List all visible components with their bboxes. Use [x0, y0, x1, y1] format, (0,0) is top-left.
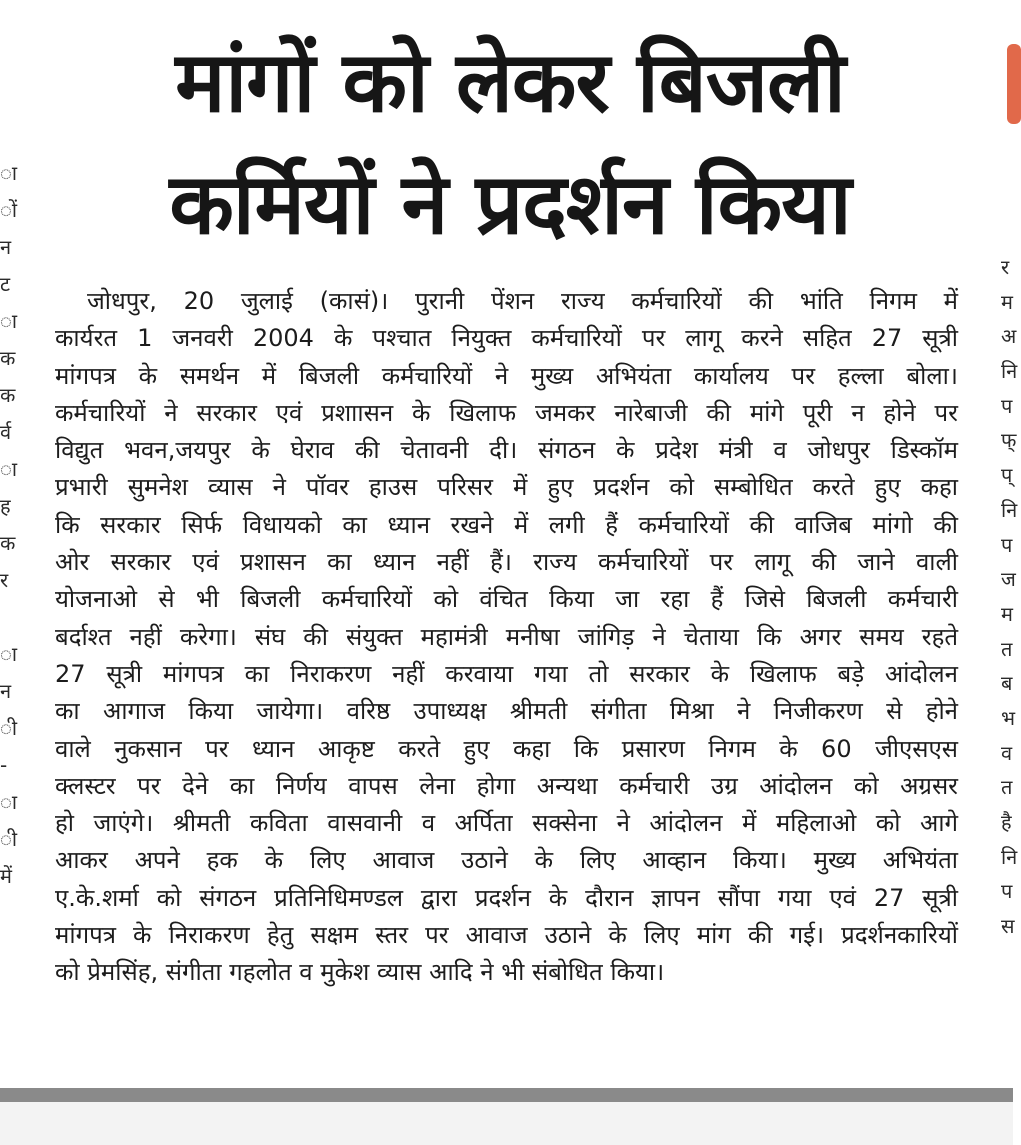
left-column-fragment: ा	[0, 457, 18, 481]
article-line: आकर अपने हक के लिए आवाज उठाने के लिए आव्हान किया। मुख्य अभियंता	[55, 846, 958, 875]
right-column-fragment: फ्	[1001, 428, 1017, 453]
adjacent-right-column-fragment	[1001, 250, 1018, 944]
left-column-fragment: ी	[0, 716, 18, 740]
right-column-fragment: भ	[1001, 705, 1016, 730]
left-column-fragment: न	[0, 679, 12, 703]
article-body	[55, 283, 958, 992]
article-line: वाले नुकसान पर ध्यान आकृष्ट करते हुए कहा कि प्रसारण निगम के 60 जीएसएस	[55, 734, 958, 763]
right-column-fragment: स	[1001, 914, 1015, 939]
left-column-fragment: क	[0, 531, 16, 555]
right-column-fragment: र	[1001, 255, 1010, 279]
left-column-fragment: -	[0, 753, 8, 777]
adjacent-column-accent-tab	[1007, 44, 1021, 124]
article-line: क्लस्टर पर देने का निर्णय वापस लेना होगा अन्यथा कर्मचारी उग्र आंदोलन को अग्रसर	[55, 771, 958, 800]
left-column-fragment: ा	[0, 309, 18, 333]
right-column-fragment: नि	[1001, 844, 1018, 869]
right-column-fragment: त	[1001, 636, 1013, 661]
left-column-fragment: ट	[0, 272, 11, 296]
left-column-fragment: ा	[0, 161, 18, 185]
left-column-fragment: ह	[0, 494, 11, 518]
right-column-fragment: प	[1001, 532, 1013, 557]
article-line: ओर सरकार एवं प्रशासन का ध्यान नहीं हैं। राज्य कर्मचारियों पर लागू की जाने वाली	[55, 548, 958, 577]
article-line: को प्रेमसिंह, संगीता गहलोत व मुकेश व्यास आदि ने भी संबोधित किया।	[55, 958, 665, 987]
article-line: मांगपत्र के निराकरण हेतु सक्षम स्तर पर आवाज उठाने के लिए मांग की गई। प्रदर्शनकारियों	[55, 921, 958, 950]
article-line: का आगाज किया जायेगा। वरिष्ठ उपाध्यक्ष श्रीमती संगीता मिश्रा ने निजीकरण से होने	[55, 697, 958, 726]
left-column-fragment: क	[0, 346, 16, 370]
right-column-fragment: है	[1001, 810, 1012, 834]
right-column-fragment: अ	[1001, 324, 1017, 349]
left-column-fragment: न	[0, 235, 12, 259]
article-line: विद्युत भवन,जयपुर के घेराव की चेतावनी दी। संगठन के प्रदेश मंत्री व जोधपुर डिस्कॉम	[55, 436, 958, 465]
right-column-fragment: म	[1001, 601, 1013, 626]
right-column-fragment: प्	[1001, 463, 1013, 488]
right-column-fragment: नि	[1001, 359, 1018, 384]
article-line: ए.के.शर्मा को संगठन प्रतिनिधिमण्डल द्वारा प्रदर्शन के दौरान ज्ञापन सौंपा गया एवं 27 सूत्री	[55, 883, 958, 912]
left-column-fragment: में	[0, 864, 12, 888]
article-line: योजनाओ से भी बिजली कर्मचारियों को वंचित किया जा रहा हैं जिसे बिजली कर्मचारी	[55, 585, 958, 614]
right-column-fragment: प	[1001, 393, 1013, 418]
right-column-fragment: नि	[1001, 497, 1018, 522]
article-line: बर्दाश्त नहीं करेगा। संघ की संयुक्त महामंत्री मनीषा जांगिड़ ने चेताया कि अगर समय रहते	[55, 622, 958, 651]
bottom-rule	[0, 1088, 1013, 1102]
headline-line-2: कर्मियों ने प्रदर्शन किया	[169, 155, 851, 253]
article-line: मांगपत्र के समर्थन में बिजली कर्मचारियों ने मुख्य अभियंता कार्यालय पर हल्ला बोला।	[55, 361, 958, 390]
right-column-fragment: ज	[1001, 567, 1016, 592]
left-column-fragment: ा	[0, 790, 18, 814]
footer-band	[0, 1102, 1013, 1145]
right-column-fragment: त	[1001, 775, 1013, 800]
left-column-fragment: ों	[0, 198, 18, 222]
left-column-fragment: र्व	[0, 420, 12, 444]
headline-line-1: मांगों को लेकर बिजली	[175, 33, 845, 131]
right-column-fragment: ब	[1001, 671, 1013, 696]
left-column-fragment: ी	[0, 827, 18, 851]
right-column-fragment: म	[1001, 289, 1013, 314]
article-line: कि सरकार सिर्फ विधायको का ध्यान रखने में लगी हैं कर्मचारियों की वाजिब मांगो की	[55, 510, 958, 539]
article-line: कार्यरत 1 जनवरी 2004 के पश्चात नियुक्त कर्मचारियों पर लागू करने सहित 27 सूत्री	[55, 324, 958, 353]
right-column-fragment: प	[1001, 879, 1013, 904]
article-line: 27 सूत्री मांगपत्र का निराकरण नहीं करवाया गया तो सरकार के खिलाफ बड़े आंदोलन	[55, 659, 958, 688]
adjacent-left-column-fragment	[0, 155, 18, 895]
left-column-fragment: र	[0, 568, 9, 592]
article-line: जोधपुर, 20 जुलाई (कासं)। पुरानी पेंशन राज्य कर्मचारियों की भांति निगम में	[87, 287, 958, 315]
right-column-fragment: व	[1001, 740, 1013, 765]
left-column-fragment	[0, 599, 14, 636]
article-line: प्रभारी सुमनेश व्यास ने पॉवर हाउस परिसर में हुए प्रदर्शन को सम्बोधित करते हुए कहा	[55, 473, 958, 502]
left-column-fragment: क	[0, 383, 16, 407]
article-line: हो जाएंगे। श्रीमती कविता वासवानी व अर्पिता सक्सेना ने आंदोलन में महिलाओ को आगे	[55, 809, 958, 838]
article-line: कर्मचारियों ने सरकार एवं प्रशाासन के खिलाफ जमकर नारेबाजी की मांगे पूरी न होने पर	[55, 398, 958, 427]
left-column-fragment: ा	[0, 642, 18, 666]
